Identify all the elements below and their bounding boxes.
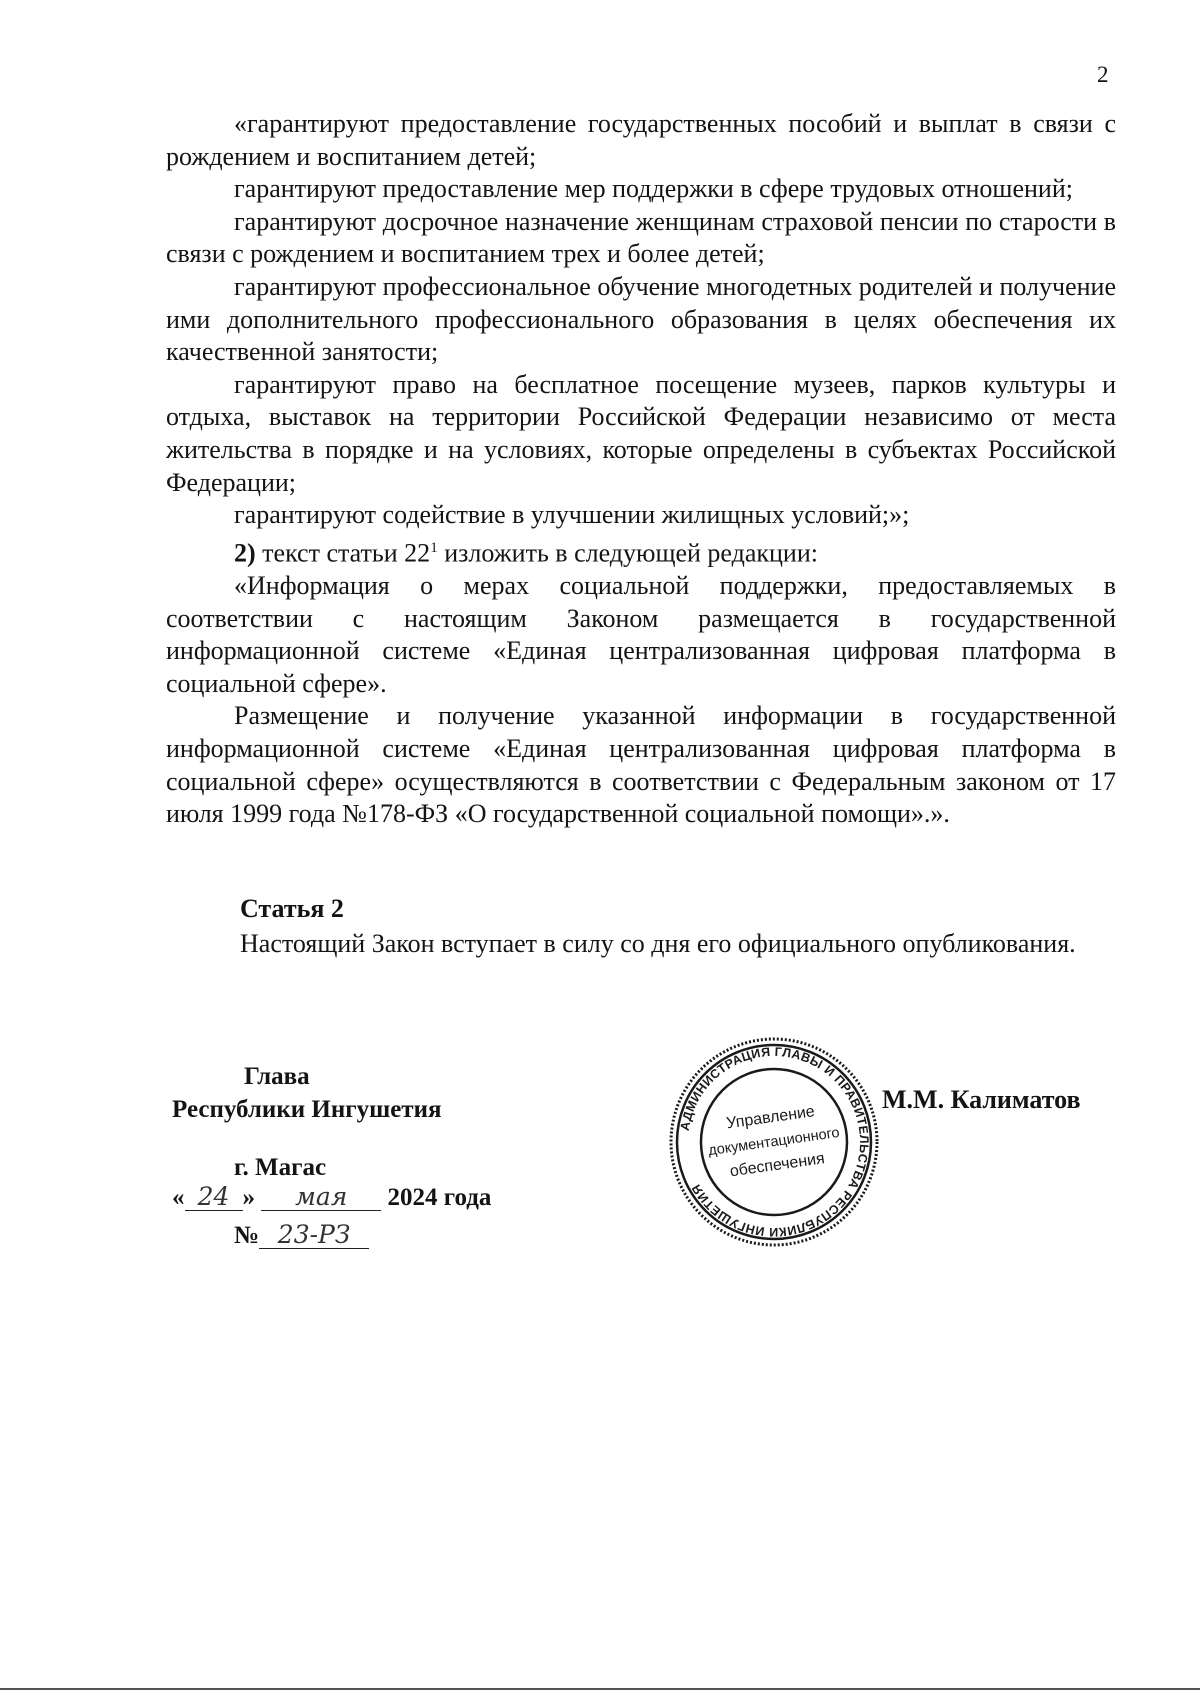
paragraph: гарантируют содействие в улучшении жилищных условий;»; [234,500,910,530]
handwritten-month: мая [261,1184,381,1211]
handwritten-day: 24 [185,1184,243,1211]
article-superscript: 1 [430,539,438,556]
number-row [234,1222,369,1250]
item-2-paragraph [166,532,1116,570]
paragraph: гарантируют предоставление мер поддержки в сфере трудовых отношений; [234,174,1073,204]
paragraph: гарантируют право на бесплатное посещение музеев, парков культуры и отдыха, выставок на территории Российской Федерации независимо от места жительства в порядке и на условиях, которые определены в субъектах Российской Федерации; [166,369,1116,497]
title-line-2: Республики Ингушетия [172,1096,442,1123]
paragraph: гарантируют досрочное назначение женщинам страховой пенсии по старости в связи с рождением и воспитанием трех и более детей; [166,206,1116,269]
article-text: Настоящий Закон вступает в силу со дня его официального опубликования. [240,928,1076,958]
item-text-before: текст статьи 22 [255,538,431,568]
date-close-quote: » [242,1184,255,1211]
date-open-quote: « [172,1184,185,1211]
handwritten-number: 23-РЗ [259,1222,369,1249]
item-text-after: изложить в следующей редакции: [437,538,818,568]
place: г. Магас [234,1154,327,1181]
paragraph: «гарантируют предоставление государственных пособий и выплат в связи с рождением и воспитанием детей; [166,109,1116,171]
date-row [172,1184,491,1212]
article-heading: Статья 2 [240,894,344,923]
stamp-center-line-2: документационного [707,1124,841,1160]
paragraph: гарантируют профессиональное обучение многодетных родителей и получение ими дополнительного профессионального образования в целях обеспечения их качественной занятости; [166,271,1116,367]
signer-name: М.М. Калиматов [882,1085,1081,1114]
article-2 [166,893,1116,960]
quoted-paragraph: «Информация о мерах социальной поддержки, предоставляемых в соответствии с настоящим Законом размещается в государственной информационной системе «Единая централизованная цифровая платформа в социальной сфере». [166,570,1116,698]
signature-title [172,1060,442,1126]
law-text [166,108,1116,831]
stamp-ring-text: АДМИНИСТРАЦИЯ ГЛАВЫ И ПРАВИТЕЛЬСТВА РЕСПУБЛИКИ ИНГУШЕТИЯ [677,1044,872,1240]
page-number: 2 [1097,62,1109,87]
item-number: 2) [234,538,256,568]
scan-edge-line [0,1688,1200,1690]
official-stamp [668,1036,880,1248]
title-line-1: Глава [244,1063,310,1090]
date-year: 2024 года [387,1184,492,1211]
quoted-paragraph: Размещение и получение указанной информации в государственной информационной системе «Единая централизованная цифровая платформа в социальной сфере» осуществляются в соответствии с Федеральным законом от 17 июля 1999 года №178-ФЗ «О государственной социальной помощи».». [166,701,1116,829]
stamp-center-line-3: обеспечения [728,1150,826,1181]
number-prefix: № [234,1222,260,1249]
stamp-center-line-1: Управление [725,1103,816,1133]
